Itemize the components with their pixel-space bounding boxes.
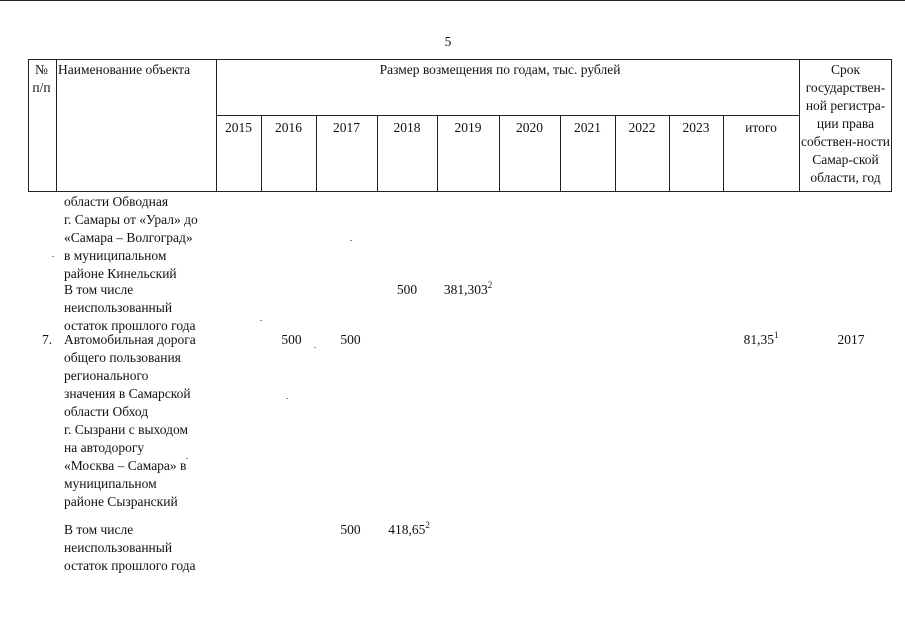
continuation-sub-value-2019: 381,303$^2$ [443, 280, 493, 297]
scan-speck [260, 320, 262, 321]
header-year-2018: 2018 [393, 120, 421, 135]
continuation-sub-name: В том числе неиспользованный остаток прошлого года [64, 282, 196, 333]
row7-sub-value-2017: 500 [340, 522, 361, 537]
header-year-2019: 2019 [454, 120, 482, 135]
row7-registration-year: 2017 [837, 332, 865, 347]
row7-value-2017: 500 [340, 332, 361, 347]
continuation-object-name: области Обводная г. Самары от «Урал» до «Самара – Волгоград» в муниципальном районе Кинельский [64, 194, 198, 281]
header-year-2016: 2016 [275, 120, 302, 135]
top-page-rule [0, 0, 905, 1]
header-number: № п/п [32, 62, 51, 95]
header-registration-term: Срок государствен-ной регистра-ции права собствен-ности Самар-ской области, год [801, 62, 890, 185]
row7-value-2016: 500 [281, 332, 302, 347]
scan-speck [314, 347, 316, 348]
header-total: итого [745, 120, 777, 135]
header-amount-by-year: Размер возмещения по годам, тыс. рублей [379, 62, 621, 77]
row7-object-name: Автомобильная дорога общего пользования регионального значения в Самарской области Обход г. Сызрани с выходом на автодорогу «Москва – Самара» в муниципальном районе Сызранский [64, 332, 196, 509]
header-year-2020: 2020 [516, 120, 543, 135]
header-year-2022: 2022 [628, 120, 656, 135]
row7-total: 81,35$^1$ [743, 330, 779, 347]
header-year-2017: 2017 [333, 120, 360, 135]
header-year-2021: 2021 [574, 120, 601, 135]
header-year-2023: 2023 [682, 120, 710, 135]
page-number: 5 [444, 34, 452, 49]
header-year-2015: 2015 [225, 120, 252, 135]
scan-speck [286, 398, 288, 399]
continuation-sub-value-2018: 500 [396, 282, 418, 297]
row7-number: 7. [41, 332, 53, 347]
header-object-name: Наименование объекта [58, 62, 191, 77]
scan-speck [52, 256, 54, 257]
row7-sub-name: В том числе неиспользованный остаток прошлого года [64, 522, 196, 573]
scan-speck [186, 458, 188, 459]
scan-speck [350, 240, 352, 241]
row7-sub-value-2018: 418,65$^2$ [388, 520, 430, 537]
